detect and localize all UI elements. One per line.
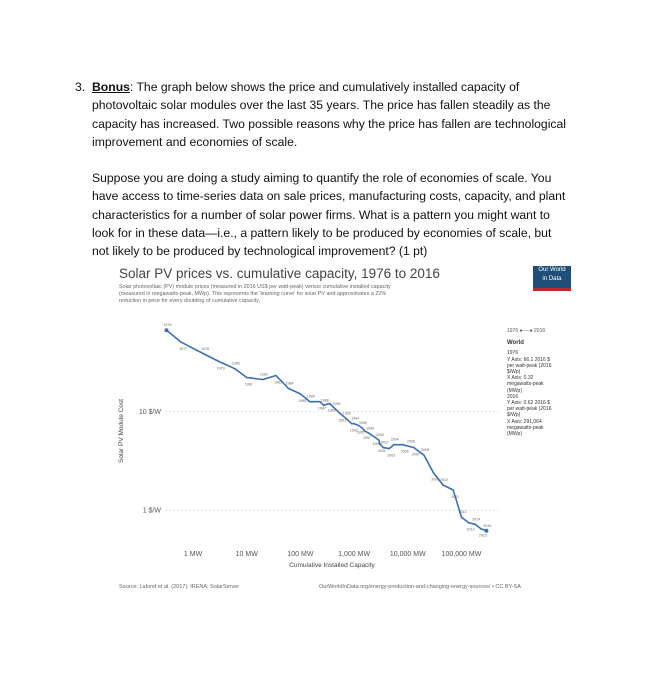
year-label: 2006 [407, 439, 416, 444]
x-tick-label: 100 MW [287, 551, 314, 558]
data-point [468, 522, 470, 524]
legend-start-line: megawatts-peak [507, 381, 544, 388]
data-point [288, 388, 290, 390]
legend-end-line: per watt-peak (2016 [507, 406, 552, 413]
chart-source: Source: Lafond et al. (2017); IRENA; SolarServer [119, 584, 240, 590]
data-point [246, 377, 248, 379]
year-label: 2001 [377, 448, 386, 453]
year-label: 1979 [216, 366, 225, 371]
question-line: improvement and economies of scale. [92, 134, 298, 149]
data-point [339, 413, 341, 415]
bonus-label: Bonus [92, 80, 130, 94]
data-point [361, 427, 363, 429]
x-axis-label: Cumulative Installed Capacity [289, 562, 375, 569]
series-layer [165, 328, 492, 533]
x-tick-label: 1 MW [183, 551, 203, 558]
year-label: 1990 [332, 402, 341, 407]
legend-year-range[interactable]: 1976 ●──● 2016 [507, 328, 546, 334]
legend-entity: World [507, 340, 524, 347]
data-point [409, 446, 411, 448]
legend-start-line: X Axis: 0.32 [507, 375, 534, 382]
year-label: 1993 [349, 428, 358, 433]
data-point [262, 379, 264, 381]
y-axis-label: Solar PV Module Cost [118, 399, 125, 463]
year-label: 2007 [411, 452, 420, 457]
data-point [393, 444, 395, 446]
year-label: 2010 [439, 477, 448, 482]
year-label: 2002 [380, 440, 389, 445]
data-point [218, 361, 220, 363]
data-point [480, 528, 482, 530]
year-label: 1978 [201, 346, 210, 351]
data-point [203, 353, 205, 355]
question-block [75, 78, 602, 261]
data-point [413, 447, 415, 449]
year-label: 2003 [387, 453, 396, 458]
label-layer [164, 323, 492, 538]
year-label: 1985 [298, 398, 307, 403]
grid-layer [165, 411, 499, 510]
question-line: capacity has increased. Two possible reasons why the price has fallen are technological [92, 116, 567, 131]
data-point [423, 454, 425, 456]
year-label: 2014 [472, 517, 481, 522]
year-label: 1977 [179, 347, 188, 352]
data-point [433, 472, 435, 474]
question-line: not likely to be produced by technological improvement? (1 pt) [92, 244, 428, 259]
chart-plot [107, 260, 527, 580]
year-label: 1999 [372, 442, 381, 447]
year-label: 2004 [390, 437, 399, 442]
question-first-line [92, 78, 602, 96]
year-label: 1996 [358, 420, 367, 425]
legend-end-line: (MWp) [507, 431, 522, 438]
legend-end-line: X Axis: 291,064 [507, 418, 542, 425]
data-point [275, 375, 277, 377]
x-tick-label: 10 MW [235, 551, 258, 558]
x-tick-label: 1,000 MW [338, 551, 371, 558]
chart-title: Solar PV prices vs. cumulative capacity, 1976 to 2016 [119, 266, 440, 281]
legend-start-line: (MWp) [507, 387, 522, 394]
legend-start-line: $/Wp) [507, 369, 521, 376]
legend-start-line: 1976 [507, 350, 519, 357]
data-point [180, 341, 182, 343]
data-point [402, 444, 404, 446]
year-label: 1981 [244, 382, 253, 387]
year-label: 2013 [466, 527, 475, 532]
legend-end-line: megawatts-peak [507, 424, 544, 431]
chart-subtitle-line: reduction in price for every doubling of cumulative capacity. [119, 298, 261, 305]
year-label: 2009 [431, 477, 440, 482]
data-point [461, 516, 463, 518]
year-label: 1984 [285, 381, 294, 386]
data-point [351, 423, 353, 425]
legend-end-line: 2016 [507, 393, 519, 400]
data-point [353, 423, 355, 425]
year-label: 1992 [342, 411, 351, 416]
year-label: 1989 [327, 408, 336, 413]
year-label: 2016 [483, 523, 492, 528]
series-line [167, 330, 487, 531]
year-label: 1982 [259, 372, 268, 377]
data-point [300, 393, 302, 395]
question-line: characteristics for a number of solar power firms. What is a pattern you might want to [92, 207, 550, 222]
year-label: 2012 [458, 510, 467, 515]
legend-start-line: per watt-peak (2016 [507, 362, 552, 369]
year-label: 1980 [231, 361, 240, 366]
data-point [329, 403, 331, 405]
legend-start-line: Y Axis: 66.1 2016 $ [507, 356, 550, 363]
year-label: 1994 [351, 416, 360, 421]
x-tick-label: 10,000 MW [389, 551, 426, 558]
legend-end-line: $/Wp) [507, 412, 521, 419]
year-label: 2011 [451, 495, 460, 500]
chart-url[interactable]: OurWorldInData.org/energy-production-and-changing-energy-sources/ • CC BY-SA [319, 584, 521, 590]
chart-legend [507, 328, 571, 437]
year-label: 2015 [478, 533, 487, 538]
year-label: 1976 [163, 323, 172, 328]
data-point [452, 489, 454, 491]
data-point [234, 368, 236, 370]
endpoint-marker [165, 328, 169, 332]
question-line: have access to time-series data on sale prices, manufacturing costs, capacity, and plant [92, 189, 566, 204]
data-point [442, 484, 444, 486]
logo-line: Our World [538, 267, 566, 273]
x-tick-label: 100,000 MW [441, 551, 482, 558]
chart-figure [107, 260, 566, 600]
year-label: 1987 [317, 406, 326, 411]
data-point [388, 448, 390, 450]
year-label: 1995 [356, 430, 365, 435]
year-label: 1988 [320, 398, 329, 403]
question-first-line-text: : The graph below shows the price and cumulatively installed capacity of [129, 80, 520, 94]
year-label: 1997 [363, 436, 372, 441]
data-point [309, 401, 311, 403]
question-line: Suppose you are doing a study aiming to quantify the role of economies of scale. You [92, 171, 552, 186]
legend-end-line: Y Axis: 0.62 2016 $ [507, 400, 550, 407]
owid-logo[interactable] [533, 266, 571, 291]
question-line: look for in these data—i.e., a pattern likely to be produced by economies of scale, but [92, 226, 552, 241]
logo-line: in Data [542, 276, 562, 282]
year-label: 1986 [306, 394, 315, 399]
year-label: 2000 [375, 433, 384, 438]
year-label: 1998 [366, 426, 375, 431]
data-point [474, 524, 476, 526]
chart-subtitle-line: (measured in megawatts-peak, MWp). This represents the 'learning curve' for solar PV and approximates a 22% [119, 291, 387, 298]
endpoint-marker [484, 529, 488, 533]
y-tick-label: 10 $/W [138, 408, 161, 416]
data-point [368, 432, 370, 434]
question-number: 3. [75, 80, 86, 94]
data-point [364, 430, 366, 432]
year-label: 2008 [420, 448, 429, 453]
y-tick-label: 1 $/W [142, 507, 161, 515]
question-line: photovoltaic solar modules over the last 35 years. The price has fallen steadily as the [92, 98, 551, 113]
year-label: 2005 [400, 449, 409, 454]
chart-subtitle-line: Solar photovoltaic (PV) module prices (measured in 2016 US$ per watt-peak) versus cumulative installed capacity [119, 284, 391, 290]
axis-layer [118, 399, 482, 569]
year-label: 1991 [338, 418, 347, 423]
year-label: 1983 [273, 380, 282, 385]
